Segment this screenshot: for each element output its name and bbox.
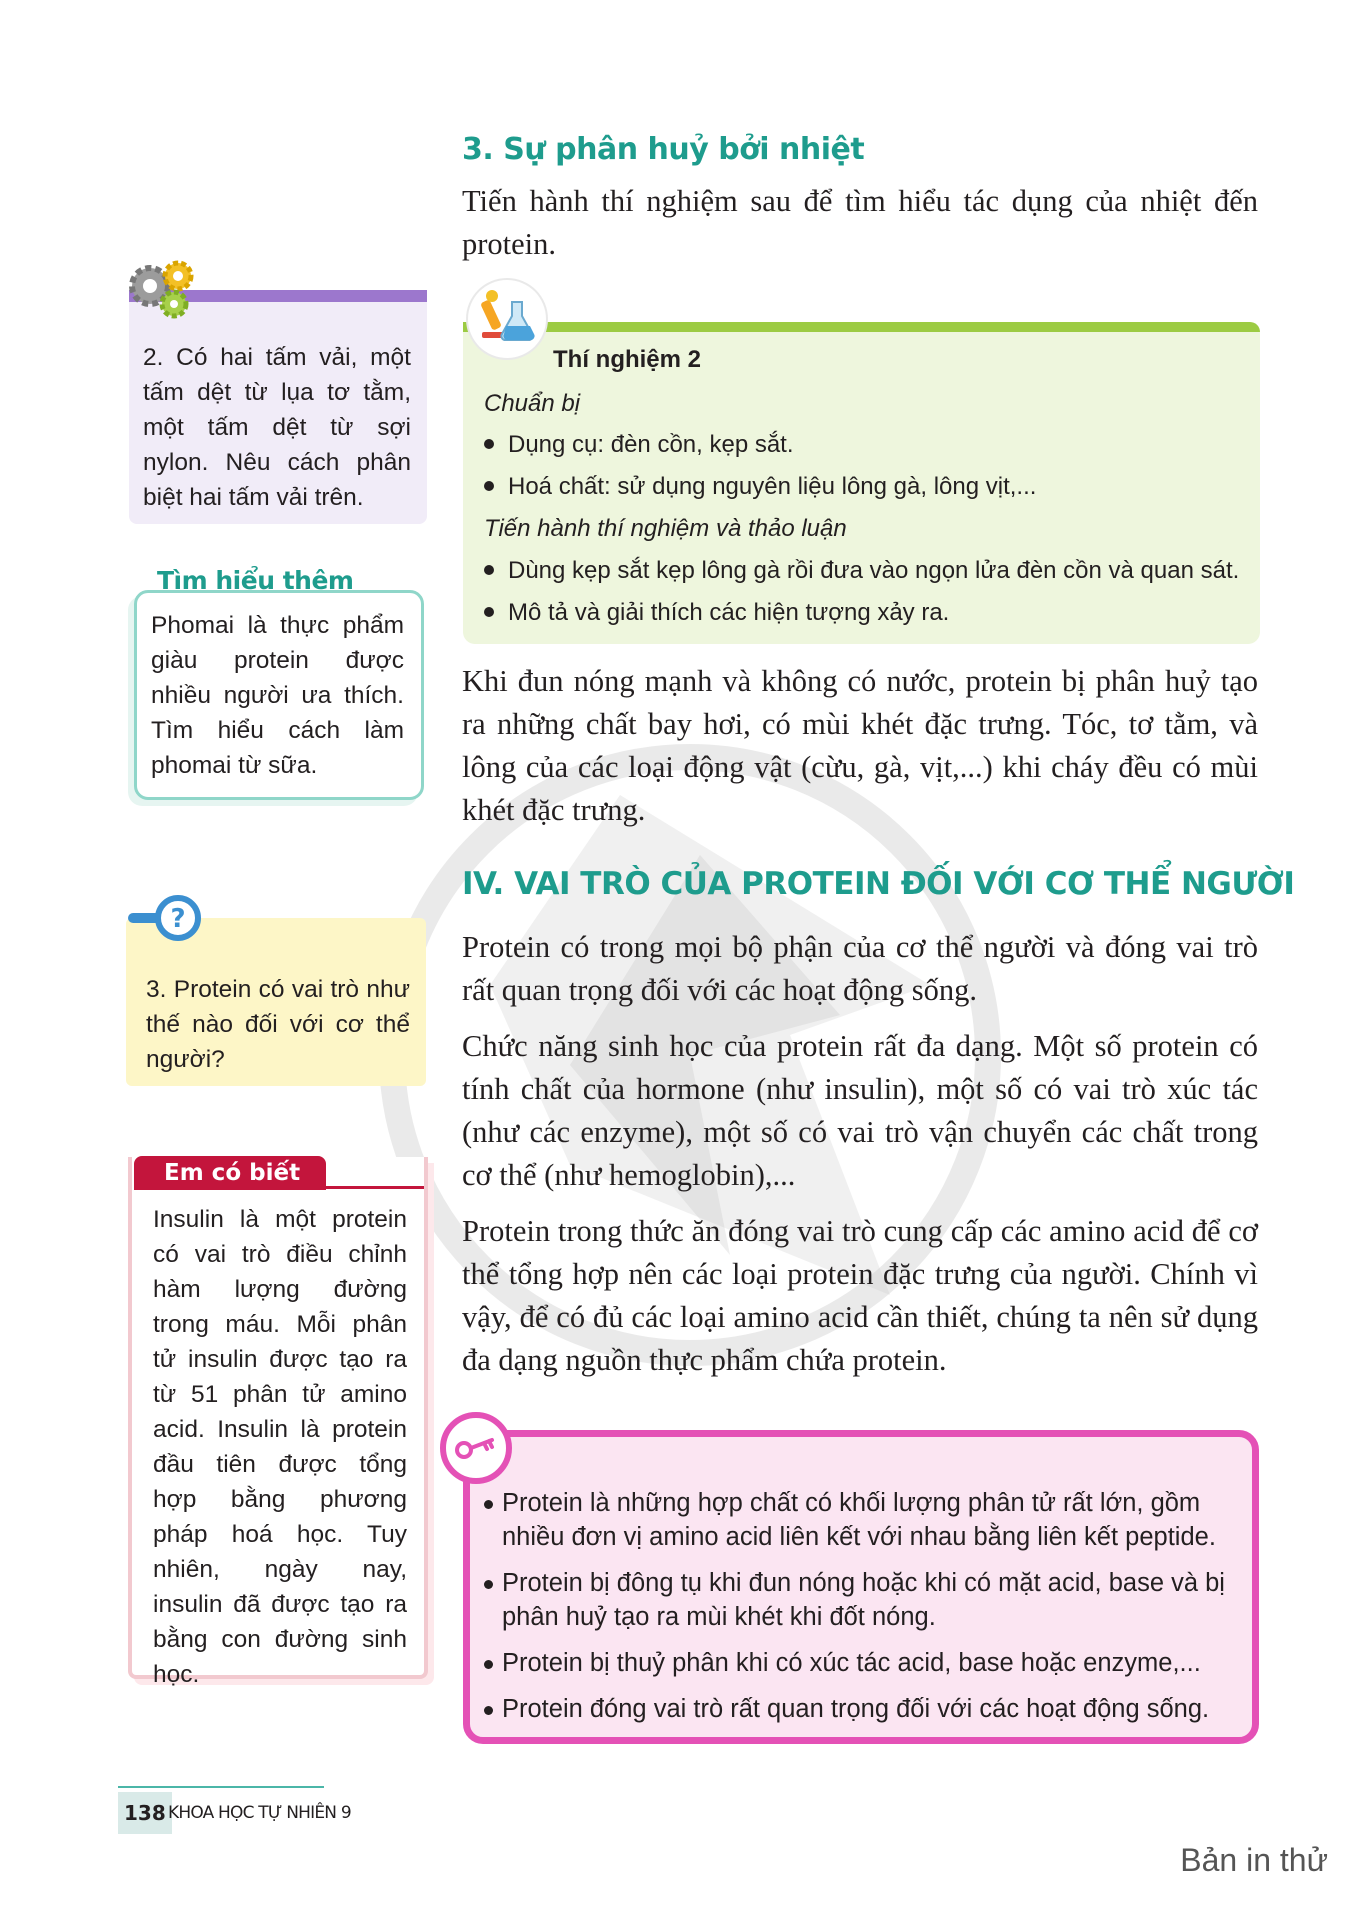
book-title: KHOA HỌC TỰ NHIÊN 9: [168, 1803, 351, 1823]
question-2-text: 2. Có hai tấm vải, một tấm dệt từ lụa tơ tằm, một tấm dệt từ sợi nylon. Nêu cách phân biệt hai tấm vải trên.: [143, 344, 411, 511]
summary-item: Protein bị thuỷ phân khi có xúc tác acid, base hoặc enzyme,...: [484, 1646, 1244, 1680]
list-item: Mô tả và giải thích các hiện tượng xảy ra.: [484, 599, 949, 627]
question-3-text: 3. Protein có vai trò như thế nào đối với cơ thể người?: [146, 976, 410, 1073]
section-4-paragraph-2: Chức năng sinh học của protein rất đa dạng. Một số protein có tính chất của hormone (như insulin), một số có vai trò xúc tác (như các enzyme), một số có vai trò vận chuyển các chất trong cơ thể (như hemoglobin),...: [462, 1029, 1258, 1192]
svg-text:?: ?: [170, 904, 186, 934]
summary-item: Protein là những hợp chất có khối lượng phân tử rất lớn, gồm nhiều đơn vị amino acid liên kết với nhau bằng liên kết peptide.: [484, 1486, 1244, 1554]
section-4-paragraph-1: Protein có trong mọi bộ phận của cơ thể người và đóng vai trò rất quan trọng đối với các hoạt động sống.: [462, 930, 1258, 1007]
gear-icon: [126, 256, 200, 324]
magnifier-question-icon: [126, 893, 206, 943]
list-item: Hoá chất: sử dụng nguyên liệu lông gà, lông vịt,...: [484, 473, 1036, 501]
did-you-know-text: Insulin là một protein có vai trò điều chỉnh hàm lượng đường trong máu. Mỗi phân tử insulin được tạo ra từ 51 phân tử amino acid. Insulin là protein đầu tiên được tổng hợp bằng phương pháp hoá học. Tuy nhiên, ngày nay, insulin đã được tạo ra bằng con đường sinh học.: [153, 1206, 407, 1688]
summary-item: Protein bị đông tụ khi đun nóng hoặc khi có mặt acid, base và bị phân huỷ tạo ra mùi khét khi đốt nóng.: [484, 1566, 1244, 1634]
experiment-prep-label: Chuẩn bị: [484, 390, 581, 417]
list-item: Dùng kẹp sắt kẹp lông gà rồi đưa vào ngọn lửa đèn cồn và quan sát.: [484, 557, 1239, 585]
learn-more-text: Phomai là thực phẩm giàu protein được nhiều người ưa thích. Tìm hiểu cách làm phomai từ sữa.: [151, 612, 404, 779]
heat-paragraph: Khi đun nóng mạnh và không có nước, protein bị phân huỷ tạo ra những chất bay hơi, có mùi khét đặc trưng. Tóc, tơ tằm, và lông của các loại động vật (cừu, gà, vịt,...) khi cháy đều có mùi khét đặc trưng.: [462, 664, 1258, 827]
microscope-flask-icon: [468, 280, 546, 358]
page-number: 138: [118, 1792, 172, 1834]
key-icon: [440, 1412, 512, 1484]
section-4-paragraph-3: Protein trong thức ăn đóng vai trò cung cấp các amino acid để cơ thể tổng hợp nên các loại protein đặc trưng của người. Chính vì vậy, để có đủ các loại amino acid cần thiết, chúng ta nên sử dụng đa dạng nguồn thực phẩm chứa protein.: [462, 1214, 1258, 1377]
section-3-heading: 3. Sự phân huỷ bởi nhiệt: [462, 132, 865, 167]
divider: [326, 1186, 424, 1189]
did-you-know-title: Em có biết: [134, 1156, 326, 1190]
experiment-procedure-label: Tiến hành thí nghiệm và thảo luận: [484, 515, 847, 542]
draft-label: Bản in thử: [1180, 1842, 1328, 1878]
section-3-intro: Tiến hành thí nghiệm sau để tìm hiểu tác dụng của nhiệt đến protein.: [462, 184, 1258, 261]
learn-more-title: Tìm hiểu thêm: [157, 566, 354, 595]
footer-divider: [118, 1786, 324, 1788]
summary-item: Protein đóng vai trò rất quan trọng đối với các hoạt động sống.: [484, 1692, 1244, 1726]
section-4-heading: IV. VAI TRÒ CỦA PROTEIN ĐỐI VỚI CƠ THỂ NGƯỜI: [462, 866, 1295, 902]
list-item: Dụng cụ: đèn cồn, kẹp sắt.: [484, 431, 794, 459]
experiment-title: Thí nghiệm 2: [553, 346, 702, 373]
